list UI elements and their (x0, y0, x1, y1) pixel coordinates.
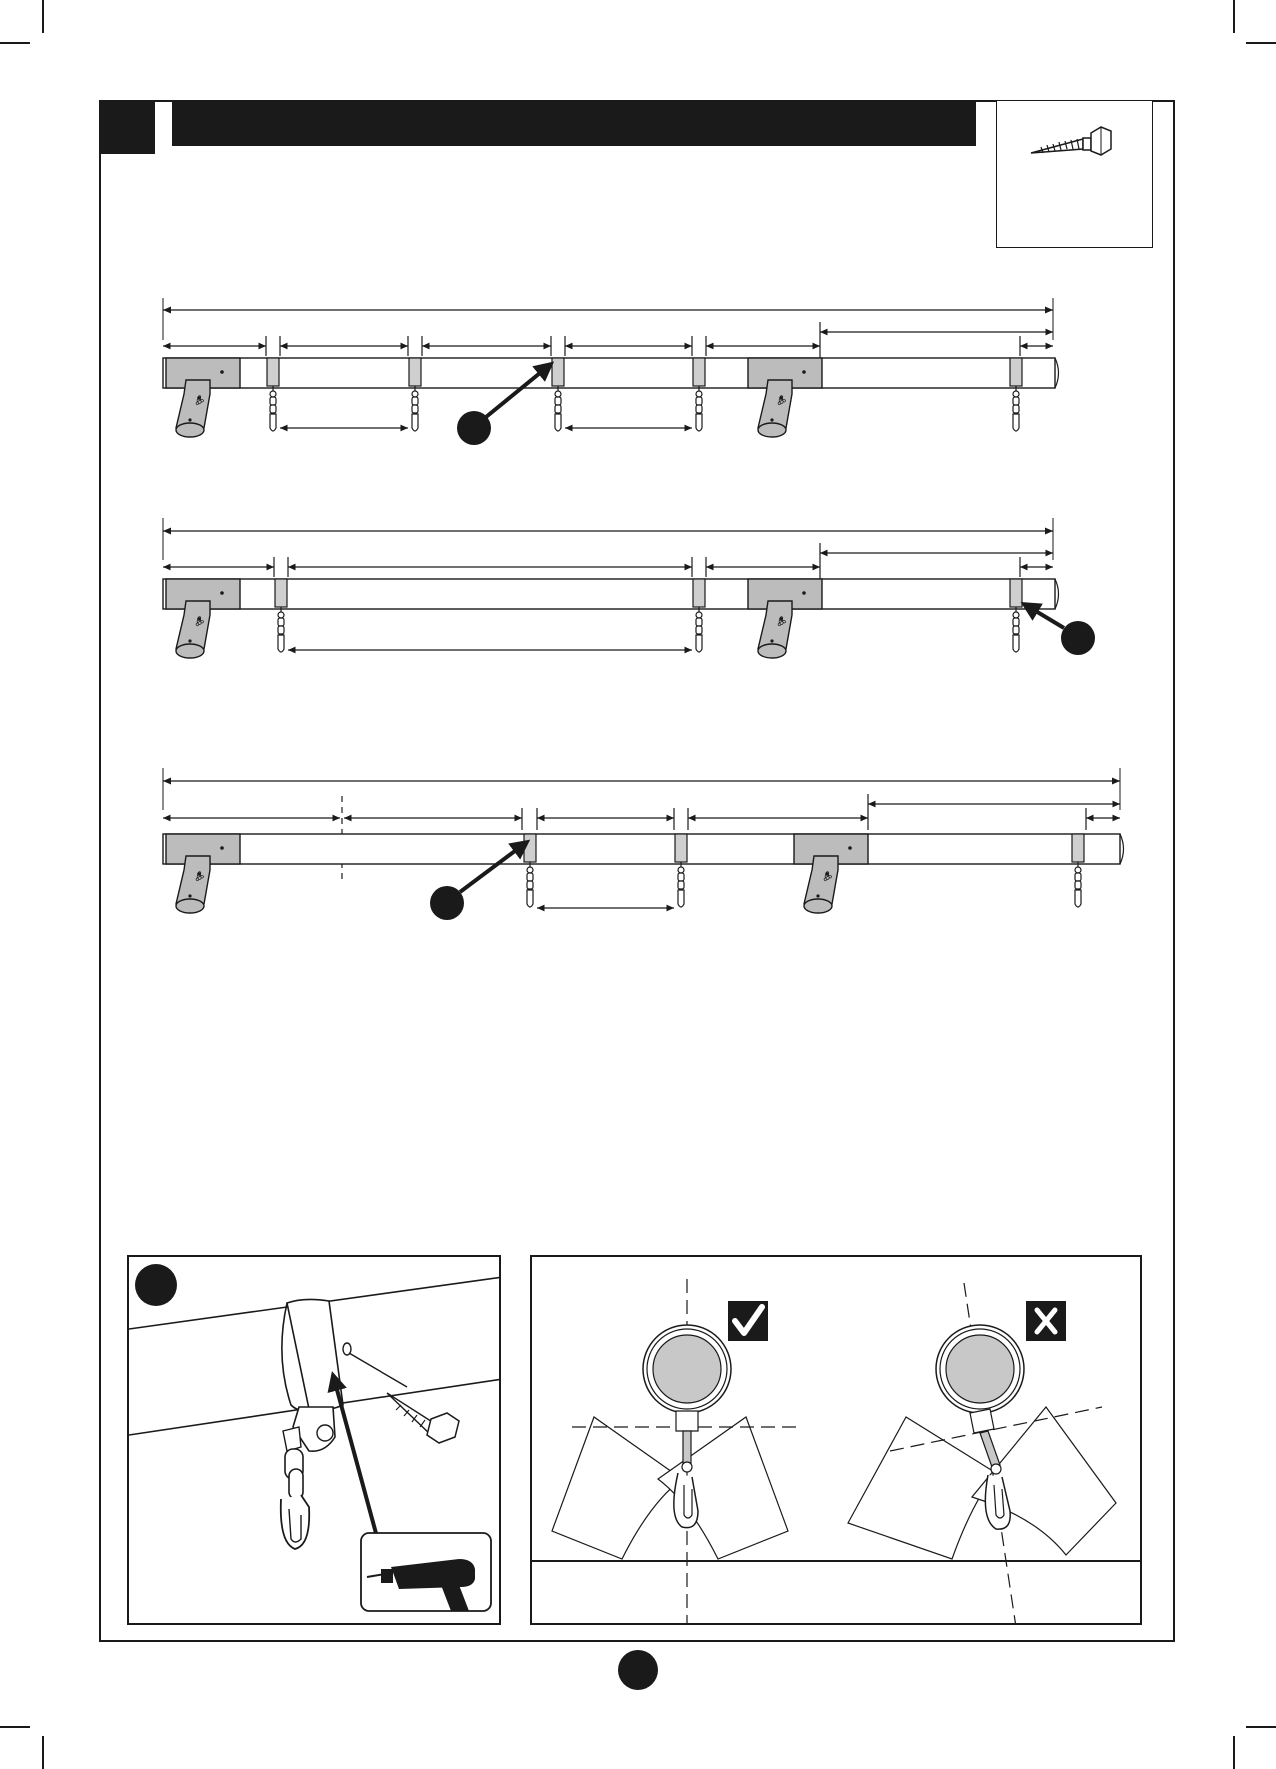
snap-hook (281, 1495, 309, 1549)
swing-hanger (1010, 358, 1022, 431)
beam-layout-diagrams: ൿ (0, 0, 1276, 1769)
swing-hanger-clamp (287, 1299, 343, 1410)
orientation-detail-panel (530, 1255, 1142, 1625)
lag-screw-icon (387, 1393, 459, 1443)
long-beam-layout (163, 768, 1124, 920)
detail-callout-dot (1061, 621, 1095, 655)
detail-callout-dot (430, 886, 464, 920)
drill-detail-illustration (129, 1257, 501, 1625)
page-number-badge (618, 1650, 658, 1690)
top-beam (163, 358, 1055, 388)
swing-hanger (267, 358, 279, 431)
swing-hanger (409, 358, 421, 431)
swing-hanger (693, 358, 705, 431)
incorrect-orientation (848, 1283, 1116, 1625)
correct-orientation (552, 1279, 802, 1625)
swing-orientation-illustration (532, 1257, 1142, 1625)
swing-hanger (552, 358, 564, 431)
detail-callout-dot (135, 1264, 177, 1306)
a-frame-bracket (748, 358, 822, 437)
a-frame-bracket (166, 358, 240, 437)
four-swing-layout (163, 298, 1059, 445)
two-swing-layout (163, 518, 1095, 658)
drill-detail-panel (127, 1255, 501, 1625)
